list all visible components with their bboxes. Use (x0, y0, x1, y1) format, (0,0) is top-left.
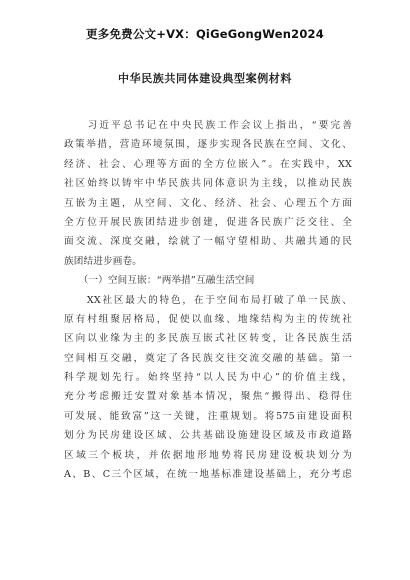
body-line: 互嵌为主题，从空间、文化、经济、社会、心理五个方面 (64, 197, 352, 209)
body-line: 区域三个板块，并依据地形地势将民房建设板块划分为 (64, 449, 352, 461)
body-line: 可发展、能致富”这一关键，注重规划。将575亩建设面积 (64, 410, 352, 422)
body-line: 区向以业缘为主的多民族互嵌式社区转变，让各民族生活 (64, 333, 352, 345)
body-line: XX社区最大的特色，在于空间布局打破了单一民族、 (64, 294, 352, 306)
body-line: 面交流、深度交融，绘就了一幅守望相助、共融共通的民 (64, 236, 352, 248)
body-line: 原有村组聚居格局，促使以血缘、地缘结构为主的传统社 (64, 313, 352, 325)
body-line: 全方位开展民族团结进步创建，促进各民族广泛交往、全 (64, 216, 352, 228)
document-body (64, 116, 352, 484)
watermark-text: 更多免费公文+VX：QiGeGongWen2024 (86, 27, 324, 41)
body-line: 划分为民房建设区域、公共基础设施建设区域及市政道路 (64, 430, 352, 442)
body-line: 习近平总书记在中央民族工作会议上指出，“要完善 (64, 120, 352, 131)
body-line: 族团结进步画卷。 (64, 255, 142, 267)
body-line: 科学规划先行。始终坚持“以人民为中心”的价值主线， (64, 372, 352, 384)
body-line: A、B、C三个区域，在统一地基标准建设基础上，充分考虑 (64, 469, 352, 481)
body-line: 经济、社会、心理等方面的全方位嵌入”。在实践中，XX (64, 158, 352, 170)
body-line: 空间相互交融，奠定了各民族交往交流交融的基础。第一 (64, 352, 352, 364)
body-line: 社区始终以铸牢中华民族共同体意识为主线，以推动民族 (64, 178, 352, 190)
body-line: 政策举措，营造环境氛围，逐步实现各民族在空间、文化、 (64, 139, 352, 151)
body-line: 充分考虑搬迁安置对象基本情况，聚焦“搬得出、稳得住 (64, 391, 352, 403)
document-title: 中华民族共同体建设典型案例材料 (118, 72, 292, 85)
section-heading: （一）空间互嵌：“两举措”互融生活空间 (64, 275, 255, 287)
